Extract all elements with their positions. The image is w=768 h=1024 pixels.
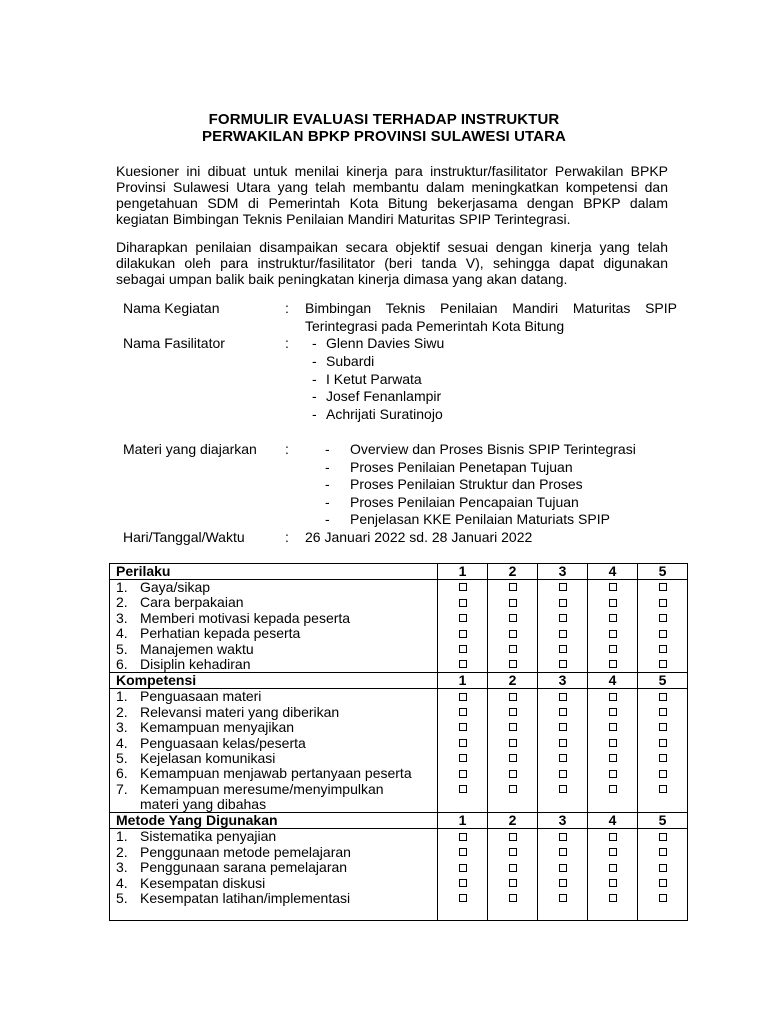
item-number: 7.: [116, 780, 128, 797]
colon: :: [285, 335, 289, 352]
facilitator-name: I Ketut Parwata: [326, 370, 422, 387]
rating-checkbox[interactable]: [438, 720, 487, 735]
rating-checkbox[interactable]: [538, 782, 587, 797]
facilitator-item: [312, 335, 444, 353]
rating-checkbox[interactable]: [638, 611, 687, 626]
item-text: Manajemen waktu: [140, 640, 254, 657]
rating-checkbox[interactable]: [438, 766, 487, 781]
criteria-item: [110, 705, 437, 720]
rating-checkbox[interactable]: [538, 736, 587, 751]
rating-checkbox[interactable]: [588, 766, 637, 781]
item-text-continuation: materi yang dibahas: [140, 796, 267, 813]
activity-info: [0, 300, 768, 550]
rating-column: [438, 829, 488, 921]
colon: :: [285, 300, 289, 316]
rating-checkbox[interactable]: [588, 860, 637, 875]
criteria-item: [110, 642, 437, 657]
rating-checkbox[interactable]: [438, 782, 487, 797]
rating-checkbox[interactable]: [588, 845, 637, 860]
rating-checkbox[interactable]: [538, 876, 587, 891]
rating-checkbox[interactable]: [638, 829, 687, 844]
rating-checkbox[interactable]: [488, 860, 537, 875]
facilitator-item: [312, 406, 443, 424]
item-number: 1.: [116, 688, 128, 705]
item-text: Sistematika penyajian: [140, 828, 277, 845]
section-items-row: [110, 689, 688, 813]
facilitator-item: [312, 353, 374, 371]
rating-checkbox[interactable]: [538, 611, 587, 626]
rating-checkbox[interactable]: [438, 611, 487, 626]
section-header-row: [110, 813, 688, 829]
rating-checkbox[interactable]: [538, 766, 587, 781]
material-text: Overview dan Proses Bisnis SPIP Terintegrasi: [350, 441, 636, 457]
rating-checkbox[interactable]: [638, 580, 687, 595]
rating-checkbox[interactable]: [538, 891, 587, 906]
rating-column: [438, 580, 488, 673]
rating-checkbox[interactable]: [588, 720, 637, 735]
rating-checkbox[interactable]: [438, 657, 487, 672]
criteria-item: [110, 751, 437, 766]
rating-checkbox[interactable]: [588, 705, 637, 720]
section-title: Kompetensi: [110, 673, 438, 689]
rating-checkbox[interactable]: [488, 876, 537, 891]
rating-checkbox[interactable]: [638, 626, 687, 641]
dash: -: [325, 441, 330, 457]
rating-checkbox[interactable]: [638, 736, 687, 751]
item-number: 4.: [116, 734, 128, 751]
rating-checkbox[interactable]: [588, 657, 637, 672]
rating-column: [488, 580, 538, 673]
facilitator-item: [312, 371, 422, 389]
criteria-item: [110, 782, 437, 797]
item-number: 2.: [116, 703, 128, 720]
colon: :: [285, 529, 289, 545]
item-text: Kemampuan menjawab pertanyaan peserta: [140, 765, 412, 782]
activity-name-value: Bimbingan Teknis Penilaian Mandiri Maturitas SPIP Terintegrasi pada Pemerintah Kota Bitung: [305, 300, 677, 334]
material-text: Penjelasan KKE Penilaian Maturiats SPIP: [350, 511, 610, 528]
rating-checkbox[interactable]: [488, 736, 537, 751]
criteria-list: [110, 580, 438, 673]
item-number: 3.: [116, 609, 128, 626]
material-text: Proses Penilaian Struktur dan Proses: [350, 476, 583, 493]
rating-checkbox[interactable]: [588, 751, 637, 766]
item-number: 1.: [116, 828, 128, 845]
rating-checkbox[interactable]: [538, 657, 587, 672]
rating-checkbox[interactable]: [588, 876, 637, 891]
item-number: 6.: [116, 655, 128, 672]
section-header-row: [110, 673, 688, 689]
rating-checkbox[interactable]: [438, 580, 487, 595]
section-header-row: [110, 564, 688, 580]
dash: -: [312, 405, 317, 422]
rating-column: [488, 689, 538, 813]
rating-checkbox[interactable]: [538, 689, 587, 704]
scale-header: 4: [588, 673, 638, 689]
rating-checkbox[interactable]: [488, 720, 537, 735]
rating-checkbox[interactable]: [488, 657, 537, 672]
intro-paragraph-2: Diharapkan penilaian disampaikan secara objektif sesuai dengan kinerja yang telah dilakukan oleh para instruktur/fasilitator (beri tanda V), sehingga dapat digunakan sebagai umpan balik baik peningkatan kinerja dimasa yang akan datang.: [116, 239, 668, 287]
rating-column: [588, 580, 638, 673]
rating-checkbox[interactable]: [488, 766, 537, 781]
facilitator-name: Subardi: [326, 353, 375, 369]
item-number: 5.: [116, 890, 128, 907]
item-text: Penguasaan kelas/peserta: [140, 734, 306, 751]
item-number: 3.: [116, 859, 128, 876]
scale-header: 3: [538, 813, 588, 829]
criteria-item: [110, 580, 437, 595]
facilitator-name: Achrijati Suratinojo: [326, 405, 443, 422]
criteria-item: [110, 891, 437, 906]
item-number: 1.: [116, 579, 128, 595]
rating-checkbox[interactable]: [488, 642, 537, 657]
criteria-item: [110, 766, 437, 781]
rating-checkbox[interactable]: [438, 736, 487, 751]
rating-checkbox[interactable]: [488, 829, 537, 844]
criteria-item: [110, 595, 437, 610]
scale-header: 4: [588, 564, 638, 580]
section-title: Metode Yang Digunakan: [110, 813, 438, 829]
item-text: Disiplin kehadiran: [140, 655, 251, 672]
item-text: Penguasaan materi: [140, 688, 262, 705]
rating-checkbox[interactable]: [588, 580, 637, 595]
dash: -: [312, 335, 317, 352]
scale-header: 2: [488, 564, 538, 580]
section-items-row: [110, 829, 688, 921]
rating-checkbox[interactable]: [538, 595, 587, 610]
item-text: Kesempatan latihan/implementasi: [140, 890, 351, 907]
rating-checkbox[interactable]: [638, 876, 687, 891]
rating-column: [588, 829, 638, 921]
dash: -: [312, 353, 317, 369]
scale-header: 3: [538, 673, 588, 689]
rating-checkbox[interactable]: [538, 845, 587, 860]
scale-header: 5: [638, 673, 688, 689]
dash: -: [325, 458, 330, 475]
item-text: Kesempatan diskusi: [140, 874, 266, 891]
rating-checkbox[interactable]: [538, 626, 587, 641]
rating-column: [538, 829, 588, 921]
criteria-list: [110, 829, 438, 921]
section-items-row: [110, 580, 688, 673]
rating-checkbox[interactable]: [588, 736, 637, 751]
scale-header: 4: [588, 813, 638, 829]
criteria-list: [110, 689, 438, 813]
rating-checkbox[interactable]: [588, 891, 637, 906]
rating-checkbox[interactable]: [438, 642, 487, 657]
rating-column: [538, 689, 588, 813]
evaluation-table: [109, 563, 688, 921]
dash: -: [325, 511, 330, 528]
datetime-value: 26 Januari 2022 sd. 28 Januari 2022: [305, 529, 533, 545]
rating-column: [438, 689, 488, 813]
rating-checkbox[interactable]: [438, 595, 487, 610]
criteria-item: [110, 736, 437, 751]
rating-checkbox[interactable]: [638, 845, 687, 860]
rating-checkbox[interactable]: [488, 751, 537, 766]
rating-checkbox[interactable]: [488, 595, 537, 610]
rating-checkbox[interactable]: [588, 595, 637, 610]
rating-checkbox[interactable]: [488, 626, 537, 641]
dash: -: [312, 388, 317, 405]
rating-checkbox[interactable]: [438, 860, 487, 875]
rating-checkbox[interactable]: [538, 829, 587, 844]
item-text: Kemampuan meresume/menyimpulkan: [140, 780, 384, 797]
rating-checkbox[interactable]: [538, 860, 587, 875]
scale-header: 5: [638, 564, 688, 580]
facilitator-item: [312, 388, 441, 406]
dash: -: [325, 493, 330, 510]
item-number: 5.: [116, 749, 128, 766]
facilitator-name: Josef Fenanlampir: [326, 388, 442, 405]
rating-checkbox[interactable]: [638, 860, 687, 875]
scale-header: 2: [488, 673, 538, 689]
item-number: 2.: [116, 843, 128, 860]
rating-checkbox[interactable]: [588, 782, 637, 797]
criteria-item: [110, 626, 437, 641]
rating-checkbox[interactable]: [538, 642, 587, 657]
rating-checkbox[interactable]: [488, 705, 537, 720]
item-text: Kemampuan menyajikan: [140, 719, 295, 736]
item-text: Cara berpakaian: [140, 594, 244, 611]
criteria-item: [110, 829, 437, 844]
scale-header: 5: [638, 813, 688, 829]
item-text: Penggunaan sarana pemelajaran: [140, 859, 348, 876]
item-number: 6.: [116, 765, 128, 782]
form-title-line-2: PERWAKILAN BPKP PROVINSI SULAWESI UTARA: [202, 128, 566, 145]
item-text: Memberi motivasi kepada peserta: [140, 609, 351, 626]
material-item: [325, 476, 583, 494]
rating-checkbox[interactable]: [588, 626, 637, 641]
rating-checkbox[interactable]: [488, 611, 537, 626]
rating-checkbox[interactable]: [638, 766, 687, 781]
rating-checkbox[interactable]: [438, 891, 487, 906]
intro-paragraph-1: Kuesioner ini dibuat untuk menilai kinerja para instruktur/fasilitator Perwakilan BPKP Provinsi Sulawesi Utara yang telah membantu dalam meningkatkan kompetensi dan pengetahuan SDM di Pemerintah Kota Bitung bekerjasama dengan BPKP dalam kegiatan Bimbingan Teknis Penilaian Mandiri Maturitas SPIP Terintegrasi.: [116, 163, 668, 227]
scale-header: 1: [438, 673, 488, 689]
materials-label: Materi yang diajarkan: [123, 441, 257, 457]
criteria-item: [110, 611, 437, 626]
rating-checkbox[interactable]: [438, 626, 487, 641]
rating-checkbox[interactable]: [638, 705, 687, 720]
dash: -: [312, 370, 317, 387]
dash: -: [325, 476, 330, 493]
rating-column: [638, 689, 688, 813]
rating-checkbox[interactable]: [488, 689, 537, 704]
criteria-item: [110, 876, 437, 891]
rating-column: [538, 580, 588, 673]
item-text: Perhatian kepada peserta: [140, 625, 301, 642]
rating-checkbox[interactable]: [538, 580, 587, 595]
item-number: 5.: [116, 640, 128, 657]
facilitator-label: Nama Fasilitator: [123, 335, 225, 352]
item-number: 3.: [116, 719, 128, 736]
facilitator-name: Glenn Davies Siwu: [326, 335, 445, 352]
rating-checkbox[interactable]: [438, 705, 487, 720]
criteria-item: [110, 845, 437, 860]
material-item: [325, 494, 579, 512]
rating-checkbox[interactable]: [538, 705, 587, 720]
rating-checkbox[interactable]: [488, 845, 537, 860]
material-text: Proses Penilaian Pencapaian Tujuan: [350, 493, 579, 510]
rating-checkbox[interactable]: [488, 782, 537, 797]
rating-checkbox[interactable]: [638, 782, 687, 797]
rating-checkbox[interactable]: [588, 689, 637, 704]
rating-checkbox[interactable]: [638, 720, 687, 735]
scale-header: 2: [488, 813, 538, 829]
scale-header: 1: [438, 813, 488, 829]
form-title-line-1: FORMULIR EVALUASI TERHADAP INSTRUKTUR: [208, 111, 560, 128]
item-number: 4.: [116, 625, 128, 642]
rating-checkbox[interactable]: [588, 829, 637, 844]
material-item: [325, 459, 573, 477]
rating-checkbox[interactable]: [588, 642, 637, 657]
item-number: 2.: [116, 594, 128, 611]
rating-checkbox[interactable]: [438, 689, 487, 704]
criteria-item: [110, 720, 437, 735]
rating-checkbox[interactable]: [538, 751, 587, 766]
criteria-item: [110, 689, 437, 704]
item-text: Relevansi materi yang diberikan: [140, 703, 340, 720]
section-title: Perilaku: [110, 564, 438, 580]
datetime-label: Hari/Tanggal/Waktu: [123, 529, 245, 545]
scale-header: 3: [538, 564, 588, 580]
colon: :: [285, 441, 289, 457]
rating-checkbox[interactable]: [638, 657, 687, 672]
item-text: Gaya/sikap: [140, 579, 211, 595]
rating-column: [638, 829, 688, 921]
rating-checkbox[interactable]: [438, 876, 487, 891]
activity-name-label: Nama Kegiatan: [123, 300, 220, 316]
item-number: 4.: [116, 874, 128, 891]
material-item: [325, 511, 610, 529]
item-text: Penggunaan metode pemelajaran: [140, 843, 351, 860]
item-text: Kejelasan komunikasi: [140, 749, 276, 766]
rating-column: [488, 829, 538, 921]
rating-checkbox[interactable]: [488, 580, 537, 595]
rating-checkbox[interactable]: [638, 642, 687, 657]
criteria-item: [110, 860, 437, 875]
scale-header: 1: [438, 564, 488, 580]
rating-checkbox[interactable]: [638, 689, 687, 704]
rating-checkbox[interactable]: [638, 595, 687, 610]
rating-column: [588, 689, 638, 813]
rating-checkbox[interactable]: [438, 845, 487, 860]
criteria-item: [110, 657, 437, 672]
rating-checkbox[interactable]: [588, 611, 637, 626]
rating-column: [638, 580, 688, 673]
material-item: [325, 441, 636, 459]
rating-checkbox[interactable]: [438, 829, 487, 844]
rating-checkbox[interactable]: [638, 891, 687, 906]
material-text: Proses Penilaian Penetapan Tujuan: [350, 458, 573, 475]
rating-checkbox[interactable]: [438, 751, 487, 766]
rating-checkbox[interactable]: [538, 720, 587, 735]
rating-checkbox[interactable]: [638, 751, 687, 766]
rating-checkbox[interactable]: [488, 891, 537, 906]
